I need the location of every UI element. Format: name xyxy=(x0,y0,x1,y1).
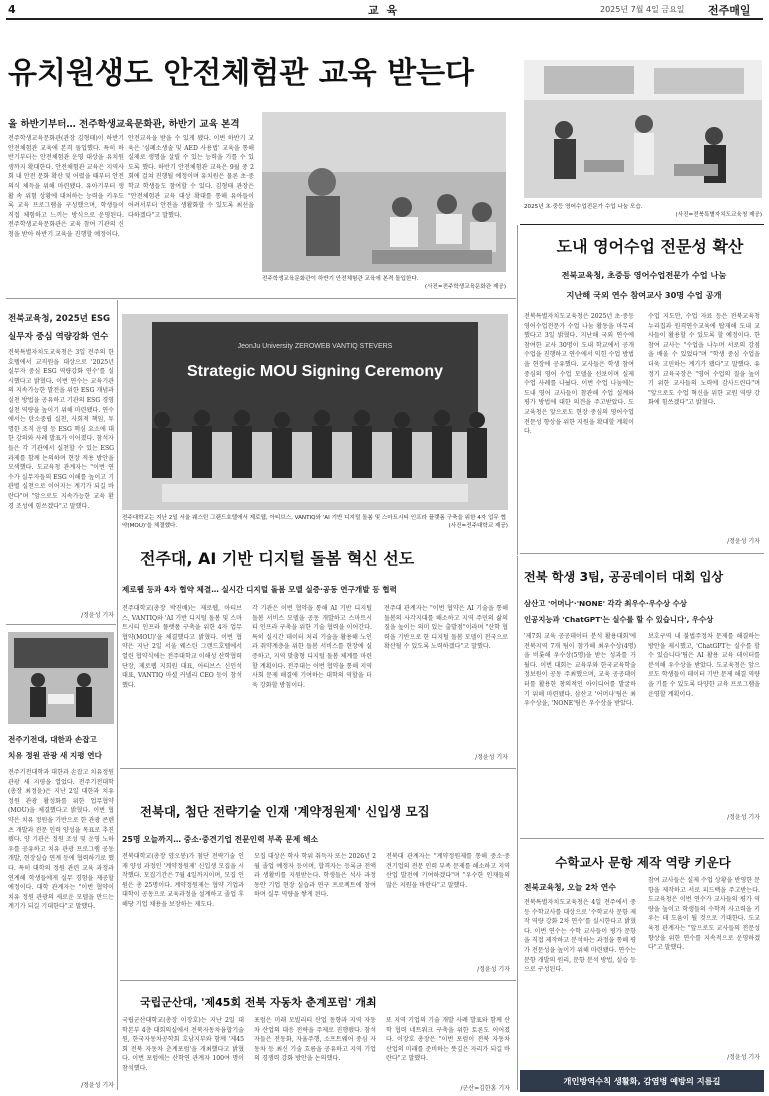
divider xyxy=(120,980,516,981)
jeonju-tech-byline: /정윤성 기자 xyxy=(81,1082,114,1089)
data-contest-headline: 전북 학생 3팀, 공공데이터 대회 입상 xyxy=(524,570,724,584)
kunsan-byline: /군산=김한홍 기자 xyxy=(460,1085,510,1092)
data-contest-sub2: 인공지능과 'ChatGPT'는 실수를 할 수 있습니다', 우수상 xyxy=(524,615,714,624)
english-headline: 도내 영어수업 전문성 확산 xyxy=(556,237,744,256)
kunsan-body-col1: 국립군산대학교(총장 이장호)는 지난 2일 대학본부 4층 대회의실에서 전북자동차융합기술원, 한국자동차공학회 호남지부와 함께 '제45회 전북 자동차 춘계포럼'을 개최했다고 밝혔다. 이번 포럼에는 산학연 관계자 100여 명이 참석했다. xyxy=(122,1017,244,1072)
mou-photo-banner: Strategic MOU Signing Ceremony xyxy=(186,363,444,380)
jeonju-tech-subheadline: 치유 정원 관광 새 지평 연다 xyxy=(8,751,102,760)
main-body-col2: 안전교육을 받을 수 있게 됐다. 이번 하반기 교육은 '심폐소생술 및 AED 사용법' 교육을 통해 실제로 생명을 살릴 수 있는 능력을 기를 수 있도록 했다. 하반기 안전체험관 교육은 9월 중 2회에 걸쳐 진행될 예정이며 유치원은 물론 초·중학교 학생들도 참여할 수 있다. 김형태 관장은 "안전체험관 교육 대상 확대를 통해 유아들이 어려서부터 안전을 생활화할 수 있도록 최선을 다하겠다"고 말했다. xyxy=(128,135,254,219)
jbnu-body-col3: 전북대 관계자는 "계약정원제를 통해 중소·중견기업의 전문 인력 부족 문제를 해소하고 지역 산업 발전에 기여하겠다"며 "우수한 인재들의 많은 지원을 바란다"고 말했다. xyxy=(386,853,510,889)
issue-date: 2025년 7월 4일 금요일 xyxy=(600,5,685,14)
jeonju-tech-photo xyxy=(8,632,114,724)
english-photo-caption: 2025년 초·중등 영어수업전문가 수업 나눔 모습. xyxy=(524,204,643,210)
header-rule xyxy=(6,18,763,20)
digital-byline: /정윤성 기자 xyxy=(475,754,508,761)
jbnu-subheadline: 25명 오늘까지… 중소·중견기업 전문인력 부족 문제 해소 xyxy=(122,835,319,844)
data-contest-body-col2: 보호구역 내 불법주정차 문제를 해결하는 방안을 제시했고, 'ChatGPT는 실수를 할 수 있습니다'팀은 AI 활용 교육 데이터를 분석해 우수상을 받았다. 도교육청은 앞으로도 학생들이 데이터 기반 문제 해결 역량을 기를 수 있도록 다양한 교육 프로그램을 운영할 계획이다. xyxy=(648,633,760,698)
data-contest-byline: /정윤성 기자 xyxy=(727,814,760,821)
esg-subheadline: 실무자 중심 역량강화 연수 xyxy=(8,332,109,342)
english-sub2: 지난해 국외 연수 참여교사 30명 수업 공개 xyxy=(566,290,722,300)
english-byline: /정윤성 기자 xyxy=(727,538,760,545)
jbnu-headline: 전북대, 첨단 전략기술 인재 '계약정원제' 신입생 모집 xyxy=(140,804,430,819)
jeonju-tech-body: 전주기전대학과 대한과 손잡고 치유정원 관광 새 지평을 열었다. 전주기전대학(총장 최정윤)은 지난 2일 대한과 치유 정원 관광 활성화를 위한 업무협약(MOU)을 체결했다고 밝혔다. 이번 협약은 치유 정원을 기반으로 한 관광 콘텐츠 개발과 전문 인력 양성을 목표로 추진됐다. 양 기관은 정원 조성 및 운영 노하우를 공유하고 치유 관광 프로그램 공동 개발, 현장실습 연계 등에 협력하기로 했다. 특히 대학의 정원 관련 교육 과정과 연계해 학생들에게 실무 경험을 제공할 예정이다. 대학 관계자는 "이번 협약이 치유 정원 관광의 새로운 모델을 만드는 계기가 되길 기대한다"고 말했다. xyxy=(8,769,114,911)
english-top-rule xyxy=(520,224,764,225)
main-subheadline: 올 하반기부터… 전주학생교육문화관, 하반기 교육 본격 xyxy=(8,119,240,130)
english-photo-credit: (사진=전북특별자치도교육청 제공) xyxy=(675,212,762,218)
divider xyxy=(517,225,518,555)
digital-subheadline: 제로웹 등과 4자 협약 체결… 실시간 디지털 돌봄 모델 실증·공동 연구개발 등 협력 xyxy=(122,585,397,594)
math-subheadline: 전북교육청, 오늘 2차 연수 xyxy=(524,883,616,892)
esg-body: 전북특별자치도교육청은 3일 전주의 한 호텔에서 교직원을 대상으로 '2025년 실무자 중심 ESG 역량강화 연수'를 실시했다고 밝혔다. 이번 연수는 교육기관의 지속가능한 발전을 위한 ESG 개념과 실천 방법을 공유하고 기관의 ESG 경영 실천 역량을 높이기 위해 마련됐다. 연수에서는 탄소중립 실천, 사회적 책임, 투명한 조직 운영 등 ESG 핵심 요소에 대한 강의와 사례 발표가 이어졌다. 참석자들은 각 기관에서 실천할 수 있는 ESG 과제를 함께 논의하며 현장 적용 방안을 모색했다. 도교육청 관계자는 "이번 연수가 실무자들의 ESG 이해를 높이고 기관별 실천으로 이어지는 계기가 되길 바란다"며 "앞으로도 지속가능한 교육 환경 조성에 힘쓰겠다"고 말했다. xyxy=(8,349,114,510)
digital-body-col3: 전주대 관계자는 "이번 협약은 AI 기술을 통해 돌봄의 사각지대를 해소하고 지역 주민의 삶의 질을 높이는 의미 있는 출발점"이라며 "산학 협력을 기반으로 한 디지털 돌봄 모델이 전국으로 확산될 수 있도록 노력하겠다"고 말했다. xyxy=(384,605,508,651)
divider xyxy=(517,556,518,1090)
divider xyxy=(520,838,764,839)
footer-banner: 개인방역수칙 생활화, 감염병 예방의 지름길 xyxy=(520,1070,764,1092)
divider xyxy=(120,768,516,769)
esg-byline: /정윤성 기자 xyxy=(81,612,114,619)
divider xyxy=(6,298,516,299)
esg-headline: 전북교육청, 2025년 ESG xyxy=(8,314,111,324)
math-headline: 수학교사 문항 제작 역량 키운다 xyxy=(555,855,731,870)
english-sub1: 전북교육청, 초중등 영어수업전문가 수업 나눔 xyxy=(561,270,727,280)
data-contest-body-col1: '제7회 교육 공공데이터 분석 활용대회'에 전북지역 7개 팀이 참가해 최우수상(4명)을 비롯해 우수상(5명)을 받는 성과를 거뒀다. 이번 대회는 교육부와 한국교육학술정보원이 공동 주최했으며, 교육 공공데이터를 활용한 창의적인 아이디어를 발굴하기 위해 마련됐다. 삼산고 '어머나'팀은 최우수상을, 'NONE'팀은 우수상을 받았다. xyxy=(524,633,636,708)
divider xyxy=(117,300,118,1090)
kunsan-body-col3: 또 지역 기업의 기술 개발 사례 발표와 함께 산학 협력 네트워크 구축을 위한 토론도 이어졌다. 이장호 총장은 "이번 포럼이 전북 자동차 산업의 미래를 준비하는 뜻깊은 자리가 되길 바란다"고 말했다. xyxy=(386,1017,510,1063)
jbnu-body-col1: 전북대학교(총장 양오봉)가 첨단 전략기술 인재 양성 과정인 '계약정원제' 신입생 모집을 시작했다. 모집기간은 7월 4일까지이며, 모집 인원은 총 25명이다. 계약정원제는 협약 기업과 대학이 공동으로 교육과정을 설계하고 졸업 후 해당 기업 채용을 보장하는 제도다. xyxy=(122,853,244,908)
divider xyxy=(6,624,116,625)
math-byline: /정윤성 기자 xyxy=(727,1054,760,1061)
page-number: 4 xyxy=(8,3,16,16)
digital-body-col2: 각 기관은 이번 협약을 통해 AI 기반 디지털 돌봄 서비스 모델을 공동 개발하고 스마트시티 인프라 구축을 위한 기술 협력을 이어간다. 특히 실시간 데이터 처리 기술을 활용해 노인과 취약계층을 위한 돌봄 서비스를 현장에 실증하고, 지역 맞춤형 디지털 돌봄 체계를 마련할 계획이다. 전주대는 이번 협약을 통해 지역사회 문제 해결에 기여하는 대학의 역할을 더욱 강화할 방침이다. xyxy=(252,605,372,689)
mou-ceremony-photo xyxy=(122,314,508,510)
math-body-col1: 전북특별자치도교육청은 4일 전주에서 중등 수학교사를 대상으로 '수학교사 문항 제작 역량 강화 2차 연수'를 실시한다고 밝혔다. 이번 연수는 수학 교사들이 평가 문항을 직접 제작하고 분석하는 과정을 통해 평가 전문성을 높이기 위해 마련됐다. 연수는 문항 개발의 원리, 문항 분석 방법, 실습 등으로 구성된다. xyxy=(524,899,636,974)
mou-photo-credit: (사진=전주대학교 제공) xyxy=(448,523,508,529)
english-body-col1: 전북특별자치도교육청은 2025년 초·중등 영어수업전문가 수업 나눔 활동을 마무리했다고 3일 밝혔다. 지난해 국외 연수에 참여한 교사 30명이 도내 학교에서 공개수업을 진행하고 연수에서 익힌 수업 방법을 현장에 공유했다. 교사들은 학생 참여 중심의 영어 수업 모델을 선보이며 실제 수업 사례를 나눴다. 이번 수업 나눔에는 도내 영어 교사들이 참관해 수업 설계와 평가 방법에 대한 의견을 주고받았다. 도교육청은 앞으로도 현장 중심의 영어수업 전문성 향상을 위한 지원을 확대할 계획이다. xyxy=(524,313,634,436)
main-photo-caption: 전주학생교육문화관이 하반기 안전체험관 교육에 본격 돌입한다. xyxy=(262,276,419,282)
digital-body-col1: 전주대학교(총장 박진배)는 제로웹, 아티브스, VANTIQ와 'AI 기반 디지털 돌봄 및 스마트시티 인프라 플랫폼 구축을 위한 4자 업무 협약(MOU)'을 체결했다고 밝혔다. 이번 협약은 지난 2일 서울 웨스틴 그랜드호텔에서 열린 협약식에는 전주대학교 이해성 산학협력단장, 제로웹 지희원 대표, 아티브스 신인석 대표, VANTIQ 마셜 커넬리 CEO 등이 참석했다. xyxy=(122,605,242,689)
data-contest-sub1: 삼산고 '어머나'·'NONE' 각각 최우수·우수상 수상 xyxy=(524,599,687,608)
english-class-photo xyxy=(524,60,762,198)
main-headline: 유치원생도 안전체험관 교육 받는다 xyxy=(8,56,475,91)
main-body-col1: 전주학생교육문화관(관장 김형태)이 하반기 안전체험관 교육에 본격 돌입했다. 특히 하반기부터는 안전체험관 운영 대상을 유치원생까지 확대한다. 안전체험관 교육은 지역사회 내 안전 문화 확산 및 어렸을 때부터 안전 의식 체득을 위해 마련됐다. 유아기부터 생활 속 위험 상황에 대처하는 능력을 키우도록 교육 프로그램을 구성했으며, 학생들이 직접 체험하고 느끼는 방식으로 운영된다. 전주학생교육문화관은 교육 참여 기관의 신청을 받아 하반기 교육을 진행할 예정이다. xyxy=(8,135,124,238)
safety-class-photo xyxy=(262,112,506,272)
kunsan-headline: 국립군산대, '제45회 전북 자동차 춘계포럼' 개최 xyxy=(140,996,377,1009)
mou-photo-topline: JeonJu University ZEROWEB VANTIQ STEVERS xyxy=(237,343,393,350)
paper-name: 전주매일 xyxy=(708,4,751,17)
digital-headline: 전주대, AI 기반 디지털 돌봄 혁신 선도 xyxy=(140,549,415,568)
main-photo-credit: (사진=전주학생교육문화관 제공) xyxy=(424,284,506,290)
jeonju-tech-headline: 전주기전대, 대한과 손잡고 xyxy=(8,735,97,744)
kunsan-body-col2: 포럼은 미래 모빌리티 산업 동향과 지역 자동차 산업의 대응 전략을 주제로 진행됐다. 참석자들은 전동화, 자율주행, 소프트웨어 중심 자동차 등 최신 기술 흐름을 공유하고 지역 기업의 경쟁력 강화 방안을 논의했다. xyxy=(254,1017,376,1063)
divider xyxy=(520,553,764,554)
mou-photo-caption: 전주대학교는 지난 2일 서울 웨스틴 그랜드호텔에서 제로웹, 아티브스, VANTIQ와 'AI 기반 디지털 돌봄 및 스마트시티 인프라 플랫폼 구축을 위한 4자 업무 협약(MOU)'을 체결했다. xyxy=(122,515,506,529)
section-name: 교 육 xyxy=(368,4,400,17)
math-body-col2: 참여 교사들은 실제 수업 상황을 반영한 문항을 제작하고 서로 피드백을 주고받는다. 도교육청은 이번 연수가 교사들의 평가 역량을 높이고 학생들의 수학적 사고력을 키우는 데 도움이 될 것으로 기대한다. 도교육청 관계자는 "앞으로도 교사들의 전문성 향상을 위한 연수를 지속적으로 운영하겠다"고 말했다. xyxy=(648,877,760,952)
english-body-col2: 수업 지도안, 수업 자료 등은 전북교육청 누리집과 원격연수교육에 탑재해 도내 교사들이 활용할 수 있도록 할 예정이다. 한 참여 교사는 "수업을 나누며 서로의 강점을 배울 수 있었다"며 "학생 중심 수업을 더욱 고민하는 계기가 됐다"고 말했다. 유정기 교육국장은 "영어 수업의 질을 높이기 위한 교사들의 노력에 감사드린다"며 "앞으로도 수업 혁신을 위한 교원 역량 강화에 힘쓰겠다"고 밝혔다. xyxy=(648,313,760,407)
jbnu-body-col2: 모집 대상은 학사 학위 취득자 또는 2026년 2월 졸업 예정자 등이며, 합격자는 등록금 전액과 생활비를 지원받는다. 학생들은 석사 과정 동안 기업 현장 실습과 연구 프로젝트에 참여하며 실무 역량을 쌓게 된다. xyxy=(254,853,376,899)
jbnu-byline: /정윤성 기자 xyxy=(477,966,510,973)
